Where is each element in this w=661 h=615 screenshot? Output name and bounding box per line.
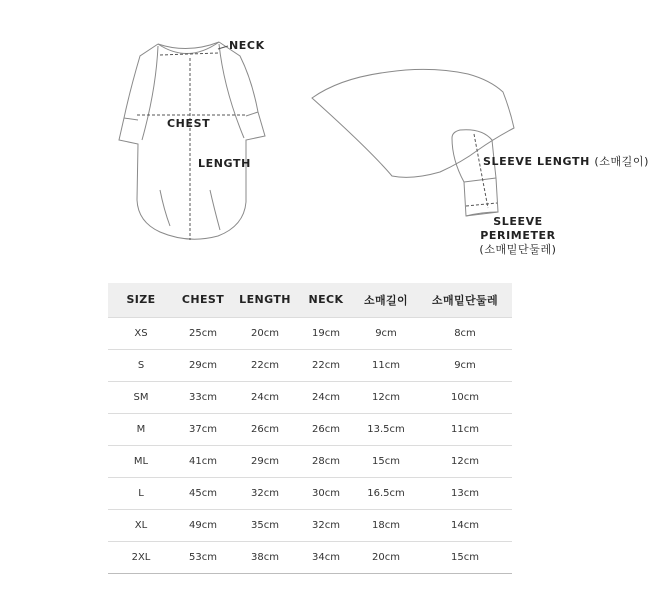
table-cell: 20cm xyxy=(251,327,279,339)
table-header-row xyxy=(108,283,512,317)
sleeve-length-korean: (소매길이) xyxy=(594,155,650,168)
table-cell: 15cm xyxy=(451,551,479,563)
table-cell: 13.5cm xyxy=(367,423,405,435)
table-cell: 19cm xyxy=(312,327,340,339)
table-cell: 12cm xyxy=(372,391,400,403)
table-cell: SM xyxy=(133,391,149,403)
length-label: LENGTH xyxy=(198,157,251,170)
table-cell: 24cm xyxy=(251,391,279,403)
table-cell: 14cm xyxy=(451,519,479,531)
table-cell: 34cm xyxy=(312,551,340,563)
table-cell: 38cm xyxy=(251,551,279,563)
table-cell: L xyxy=(138,487,144,499)
table-cell: XL xyxy=(134,519,148,531)
table-cell: 24cm xyxy=(312,391,340,403)
perimeter-text: PERIMETER xyxy=(480,229,556,242)
shirt-front-drawing xyxy=(119,42,265,239)
neck-label: NECK xyxy=(229,39,265,52)
table-cell: ML xyxy=(133,455,149,467)
table-cell: 41cm xyxy=(189,455,217,467)
table-cell: 13cm xyxy=(451,487,479,499)
table-header-cell: SIZE xyxy=(126,293,156,307)
table-cell: 32cm xyxy=(312,519,340,531)
table-header-cell: 소매밑단둘레 xyxy=(431,293,499,307)
perimeter-korean: (소매밑단둘레) xyxy=(479,243,557,256)
table-cell: 16.5cm xyxy=(367,487,405,499)
sleeve-perimeter-label xyxy=(470,215,566,257)
table-cell: M xyxy=(136,423,146,435)
table-cell: 15cm xyxy=(372,455,400,467)
table-cell: 26cm xyxy=(312,423,340,435)
table-cell: 35cm xyxy=(251,519,279,531)
table-header-cell: NECK xyxy=(308,293,344,307)
table-row xyxy=(108,477,512,509)
table-cell: 49cm xyxy=(189,519,217,531)
table-row xyxy=(108,317,512,349)
table-cell: 25cm xyxy=(189,327,217,339)
shirt-side-drawing xyxy=(312,69,514,216)
table-cell: 9cm xyxy=(375,327,397,339)
shirt-measure-lines xyxy=(137,53,245,240)
table-cell: 33cm xyxy=(189,391,217,403)
table-row xyxy=(108,349,512,381)
table-cell: 18cm xyxy=(372,519,400,531)
table-cell: 22cm xyxy=(251,359,279,371)
table-cell: 29cm xyxy=(189,359,217,371)
table-cell: 2XL xyxy=(131,551,151,563)
table-cell: 20cm xyxy=(372,551,400,563)
table-header-cell: 소매길이 xyxy=(363,293,409,307)
table-row xyxy=(108,381,512,413)
sleeve-text: SLEEVE xyxy=(493,215,543,228)
table-cell: S xyxy=(137,359,145,371)
table-cell: 45cm xyxy=(189,487,217,499)
table-row xyxy=(108,509,512,541)
table-cell: 22cm xyxy=(312,359,340,371)
table-cell: 11cm xyxy=(372,359,400,371)
chest-label: CHEST xyxy=(167,117,211,130)
table-cell: 11cm xyxy=(451,423,479,435)
table-cell: XS xyxy=(134,327,148,339)
table-row xyxy=(108,541,512,573)
table-row xyxy=(108,445,512,477)
size-table xyxy=(108,283,512,574)
table-cell: 30cm xyxy=(312,487,340,499)
sleeve-length-label xyxy=(483,153,649,169)
table-cell: 29cm xyxy=(251,455,279,467)
table-cell: 12cm xyxy=(451,455,479,467)
table-cell: 28cm xyxy=(312,455,340,467)
table-row xyxy=(108,413,512,445)
table-cell: 32cm xyxy=(251,487,279,499)
table-cell: 37cm xyxy=(189,423,217,435)
table-body xyxy=(108,317,512,573)
table-header-cell: LENGTH xyxy=(239,293,291,307)
table-cell: 8cm xyxy=(454,327,476,339)
table-header-cell: CHEST xyxy=(181,293,225,307)
table-cell: 9cm xyxy=(454,359,476,371)
sleeve-perimeter-measure-line xyxy=(466,203,497,206)
sleeve-length-text: SLEEVE LENGTH xyxy=(483,155,590,168)
table-cell: 53cm xyxy=(189,551,217,563)
table-cell: 10cm xyxy=(451,391,479,403)
table-cell: 26cm xyxy=(251,423,279,435)
